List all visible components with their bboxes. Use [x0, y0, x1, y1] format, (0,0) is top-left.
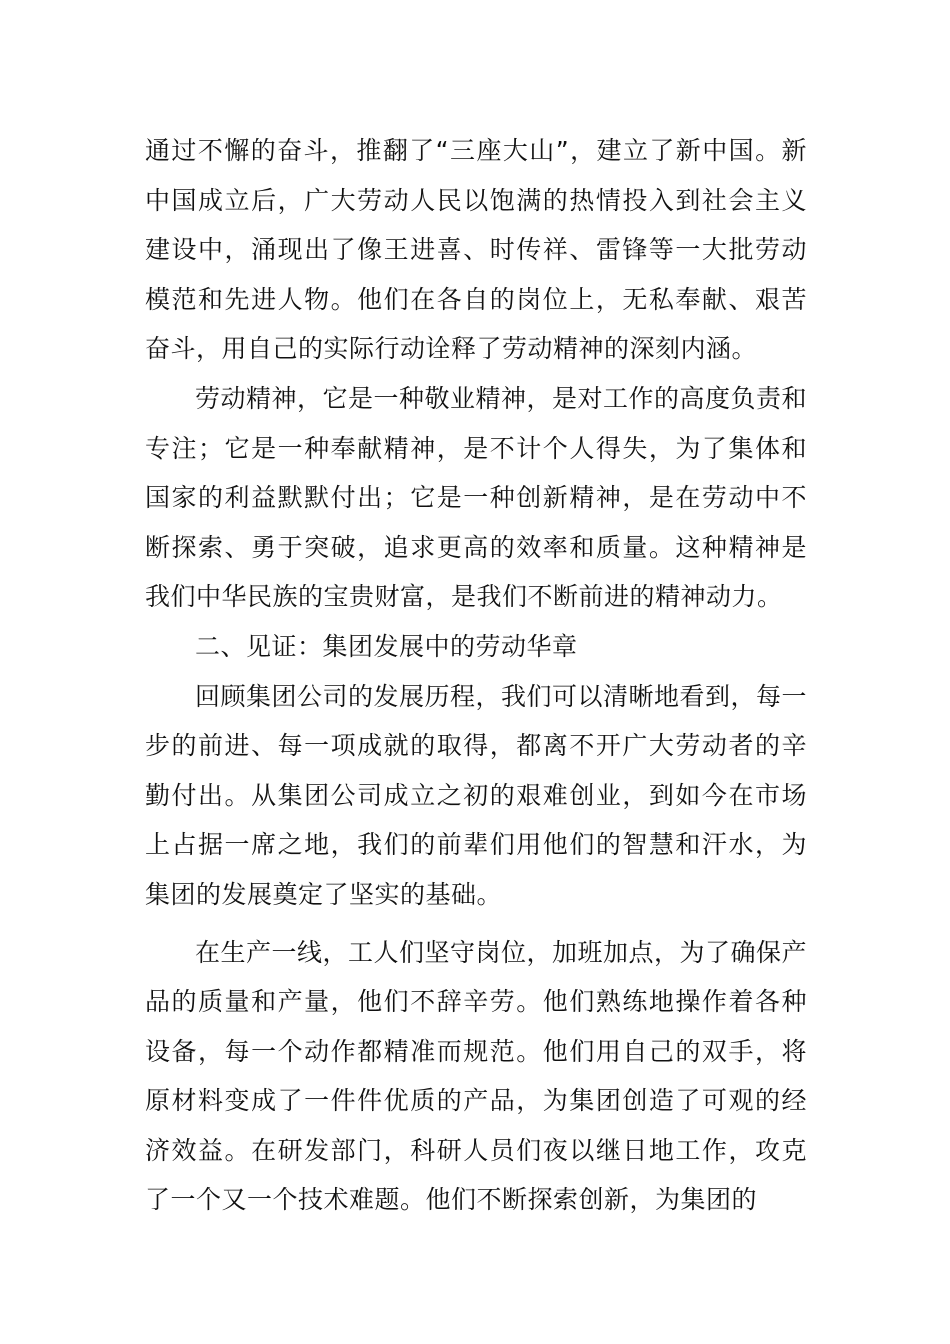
- section-heading: 二、见证：集团发展中的劳动华章: [195, 631, 578, 661]
- paragraph-group-history: 回顾集团公司的发展历程，我们可以清晰地看到，每一步的前进、每一项成就的取得，都离不开广大劳动者的辛勤付出。从集团公司成立之初的艰难创业，到如今在市场上占据一席之地，我们的前辈们用他们的智慧和汗水，为集团的发展奠定了坚实的基础。: [145, 681, 808, 909]
- paragraph-liberation-history: 通过不懈的奋斗，推翻了“三座大山”，建立了新中国。新中国成立后，广大劳动人民以饱满的热情投入到社会主义建设中，涌现出了像王进喜、时传祥、雷锋等一大批劳动模范和先进人物。他们在各自的岗位上，无私奉献、艰苦奋斗，用自己的实际行动诠释了劳动精神的深刻内涵。: [145, 136, 807, 364]
- document-body: [145, 126, 807, 1225]
- paragraph-frontline-workers: 在生产一线，工人们坚守岗位，加班加点，为了确保产品的质量和产量，他们不辞辛劳。他们熟练地操作着各种设备，每一个动作都精准而规范。他们用自己的双手，将原材料变成了一件件优质的产品，为集团创造了可观的经济效益。在研发部门，科研人员们夜以继日地工作，攻克了一个又一个技术难题。他们不断探索创新，为集团的: [145, 937, 808, 1215]
- paragraph-labor-spirit: 劳动精神，它是一种敬业精神，是对工作的高度负责和专注；它是一种奉献精神，是不计个人得失，为了集体和国家的利益默默付出；它是一种创新精神，是在劳动中不断探索、勇于突破，追求更高的效率和质量。这种精神是我们中华民族的宝贵财富，是我们不断前进的精神动力。: [145, 383, 808, 612]
